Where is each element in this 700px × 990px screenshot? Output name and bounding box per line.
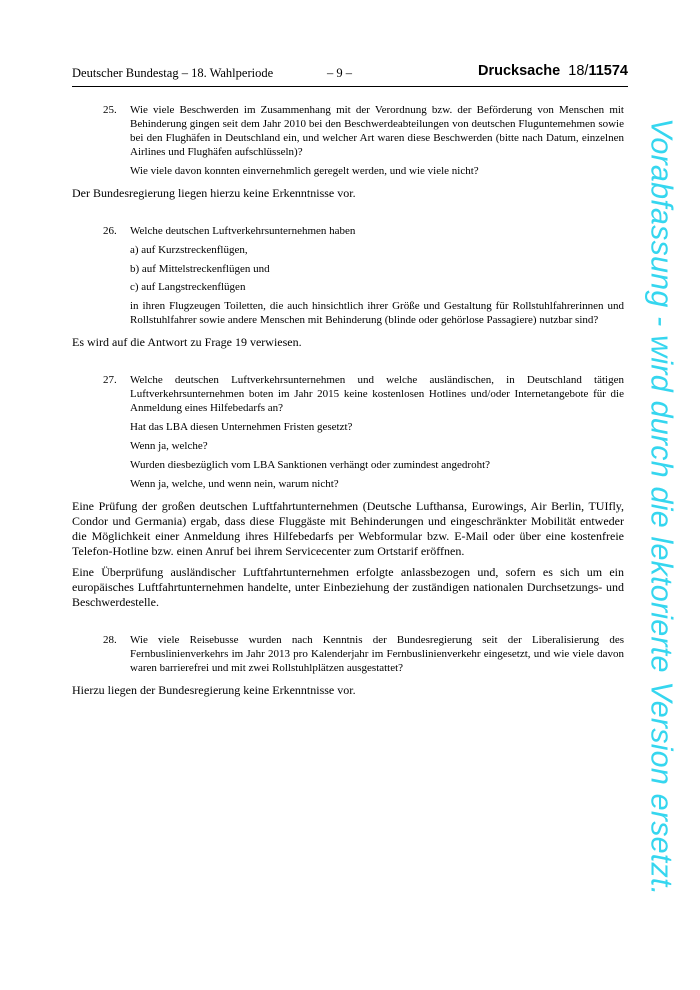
question-item: c) auf Langstreckenflügen (130, 281, 246, 294)
question-item: a) auf Kurzstreckenflügen, (130, 243, 248, 256)
header-parliament-label: Deutscher Bundestag – 18. Wahlperiode (72, 66, 274, 80)
answer-26: Es wird auf die Antwort zu Frage 19 verwiesen. (72, 335, 302, 350)
question-text: Hat das LBA diesen Unternehmen Fristen gesetzt? (130, 421, 353, 434)
document-body (72, 104, 624, 698)
question-item: b) auf Mittelstreckenflügen und (130, 262, 270, 275)
answer-27-part-2: Eine Überprüfung ausländischer Luftfahrtunternehmen erfolgte anlassbezogen und, sofern es sich um ein europäisches Luftfahrtunternehmen handelte, unter Einbeziehung der zuständigen nationalen Durchsetzungs- und Beschwerdestelle. (72, 564, 624, 609)
question-25 (103, 104, 624, 179)
document-prefix: 18/ (568, 63, 589, 79)
question-number: 25. (103, 104, 117, 116)
answer-28: Hierzu liegen der Bundesregierung keine Erkenntnisse vor. (72, 682, 356, 697)
answer-27-part-1: Eine Prüfung der großen deutschen Luftfahrtunternehmen (Deutsche Lufthansa, Eurowings, Air Berlin, TUIfly, Condor und Germania) ergab, dass diese Fluggäste mit Behinderungen und eingeschränkter Mobilität entweder die Möglichkeit einer Anmeldung ihres Hilfebedarfs per Webformular bzw. E-Mail oder über eine kostenfreie Telefon-Hotline bzw. einen Anruf bei ihrem Servicecenter zum Ortstarif eröffnen. (72, 498, 624, 559)
question-text: Wurden diesbezüglich vom LBA Sanktionen verhängt oder zumindest angedroht? (130, 458, 491, 471)
page-header (72, 63, 628, 87)
question-text: in ihren Flugzeugen Toiletten, die auch hinsichtlich ihrer Größe und Gestaltung für Rollstuhlfahrerinnen und Rollstuhlfahrer sowie andere Menschen mit Behinderung (blinde oder gehörlose Passagiere) nutzbar sind? (130, 300, 624, 327)
question-text: Wie viele Beschwerden im Zusammenhang mit der Verordnung bzw. der Beförderung von Menschen mit Behinderung gingen seit dem Jahr 2010 bei den Beschwerdeabteilungen von deutschen Fluguntemehmen sowie bei den Flughäfen in Deutschland ein, und welcher Art waren diese Beschwerden (bitte nach Datum, einzelnen Airlines und Flughäfen aufschlüsseln)? (130, 104, 624, 158)
question-number: 26. (103, 224, 117, 237)
question-text: Wie viele Reisebusse wurden nach Kenntnis der Bundesregierung seit der Liberalisierung des Fernbuslinienverkehrs im Jahr 2013 pro Kalenderjahr im Fernbuslinienverkehr eingesetzt, und wie viele davon waren barrierefrei und mit zwei Rollstuhlplätzen ausgestattet? (130, 634, 624, 674)
question-number: 27. (103, 374, 117, 387)
question-text: Wenn ja, welche, und wenn nein, warum nicht? (130, 477, 339, 490)
question-text: Welche deutschen Luftverkehrsunternehmen und welche ausländischen, in Deutschland tätigen Luftverkehrsunternehmen boten im Jahr 2015 keine kostenlosen Hotlines und/oder Internetangebote für die Anmeldung eines Hilfebedarfs an? (130, 374, 624, 415)
question-number: 28. (103, 634, 117, 647)
question-text: Wenn ja, welche? (130, 440, 208, 452)
answer-25: Der Bundesregierung liegen hierzu keine Erkenntnisse vor. (72, 185, 356, 200)
page-number: – 9 – (327, 66, 352, 80)
document-id: 11574 (588, 63, 628, 79)
draft-watermark-text: Vorabfassung - wird durch die lektorierte Version ersetzt. (644, 118, 679, 896)
question-27 (103, 374, 624, 491)
question-text: Welche deutschen Luftverkehrsunternehmen haben (130, 224, 356, 237)
question-28 (103, 634, 624, 676)
question-text: Wie viele davon konnten einvernehmlich geregelt werden, und wie viele nicht? (130, 164, 479, 177)
document-label: Drucksache (478, 63, 561, 79)
document-number (478, 63, 628, 79)
question-26 (103, 224, 624, 328)
